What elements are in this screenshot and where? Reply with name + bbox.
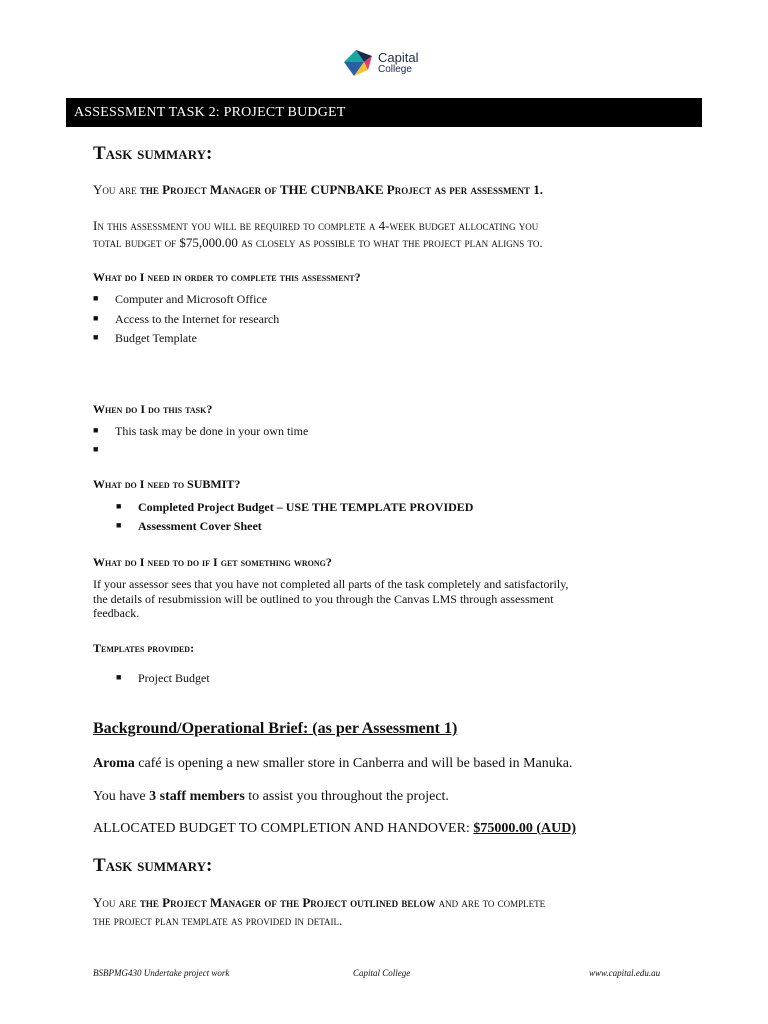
bullet-icon: ■ bbox=[93, 425, 99, 435]
bullet-icon: ■ bbox=[93, 332, 99, 342]
list-item: ■ Access to the Internet for research bbox=[93, 312, 280, 326]
footer-unit: BSBPMG430 Undertake project work bbox=[93, 968, 230, 978]
budget-amount: $75000.00 (AUD) bbox=[473, 821, 576, 836]
assessment-banner: ASSESSMENT TASK 2: PROJECT BUDGET bbox=[66, 98, 702, 127]
bullet-icon: ■ bbox=[116, 501, 122, 511]
allocated-budget-line: ALLOCATED BUDGET TO COMPLETION AND HANDOVER: $75000.00 (AUD) bbox=[93, 821, 576, 836]
background-para-1: Aroma café is opening a new smaller store in Canberra and will be based in Manuka. bbox=[93, 756, 573, 771]
background-para-2: You have 3 staff members to assist you throughout the project. bbox=[93, 789, 449, 804]
bullet-icon: ■ bbox=[93, 313, 99, 323]
when-question: When do I do this task? bbox=[93, 402, 213, 416]
task-summary-para-line-1: In this assessment you will be required to complete a 4-week budget allocating you bbox=[93, 218, 539, 233]
capital-college-logo-icon bbox=[342, 48, 376, 78]
footer-url: www.capital.edu.au bbox=[589, 968, 661, 978]
bullet-icon: ■ bbox=[116, 672, 122, 682]
footer-college: Capital College bbox=[353, 968, 411, 978]
bullet-icon: ■ bbox=[116, 520, 122, 530]
list-item: ■ This task may be done in your own time bbox=[93, 424, 309, 438]
list-item: ■ Completed Project Budget – USE THE TEMPLATE PROVIDED bbox=[116, 500, 474, 514]
list-item: ■ Project Budget bbox=[116, 671, 210, 685]
wrong-line-3: feedback. bbox=[93, 606, 140, 620]
bullet-icon: ■ bbox=[93, 444, 99, 454]
list-item: ■ Assessment Cover Sheet bbox=[116, 519, 262, 533]
task-summary-2-line-2: the project plan template as provided in detail. bbox=[93, 913, 343, 928]
aroma-bold: Aroma bbox=[93, 756, 135, 771]
logo-text-capital: Capital bbox=[378, 50, 419, 65]
lead-prefix: You are bbox=[93, 182, 140, 197]
bullet-icon: ■ bbox=[93, 293, 99, 303]
logo-text-college: College bbox=[378, 64, 412, 75]
task-summary-lead bbox=[93, 182, 543, 198]
capital-college-logo bbox=[342, 48, 432, 78]
list-item bbox=[93, 443, 493, 459]
wrong-question: What do I need to do if I get something wrong? bbox=[93, 555, 332, 569]
background-heading: Background/Operational Brief: (as per Assessment 1) bbox=[93, 720, 458, 737]
templates-heading: Templates provided: bbox=[93, 641, 195, 655]
task-summary-2-line-1: You are the Project Manager of the Project outlined below and are to complete bbox=[93, 895, 546, 910]
wrong-line-1: If your assessor sees that you have not completed all parts of the task completely and satisfactorily, bbox=[93, 577, 569, 591]
submit-question: What do I need to SUBMIT? bbox=[93, 477, 241, 491]
wrong-line-2: the details of resubmission will be outlined to you through the Canvas LMS through assessment bbox=[93, 592, 554, 606]
task-summary-heading: Task summary: bbox=[93, 143, 213, 164]
need-question: What do I need in order to complete this assessment? bbox=[93, 270, 361, 284]
task-summary-para-line-2: total budget of $75,000.00 as closely as possible to what the project plan aligns to. bbox=[93, 235, 543, 250]
staff-bold: 3 staff members bbox=[149, 789, 245, 804]
list-item: ■ Computer and Microsoft Office bbox=[93, 292, 268, 306]
task-summary-heading-2: Task summary: bbox=[93, 855, 213, 876]
lead-bold: the Project Manager of THE CUPNBAKE Project as per assessment 1. bbox=[139, 182, 544, 197]
list-item: ■ Budget Template bbox=[93, 331, 197, 345]
